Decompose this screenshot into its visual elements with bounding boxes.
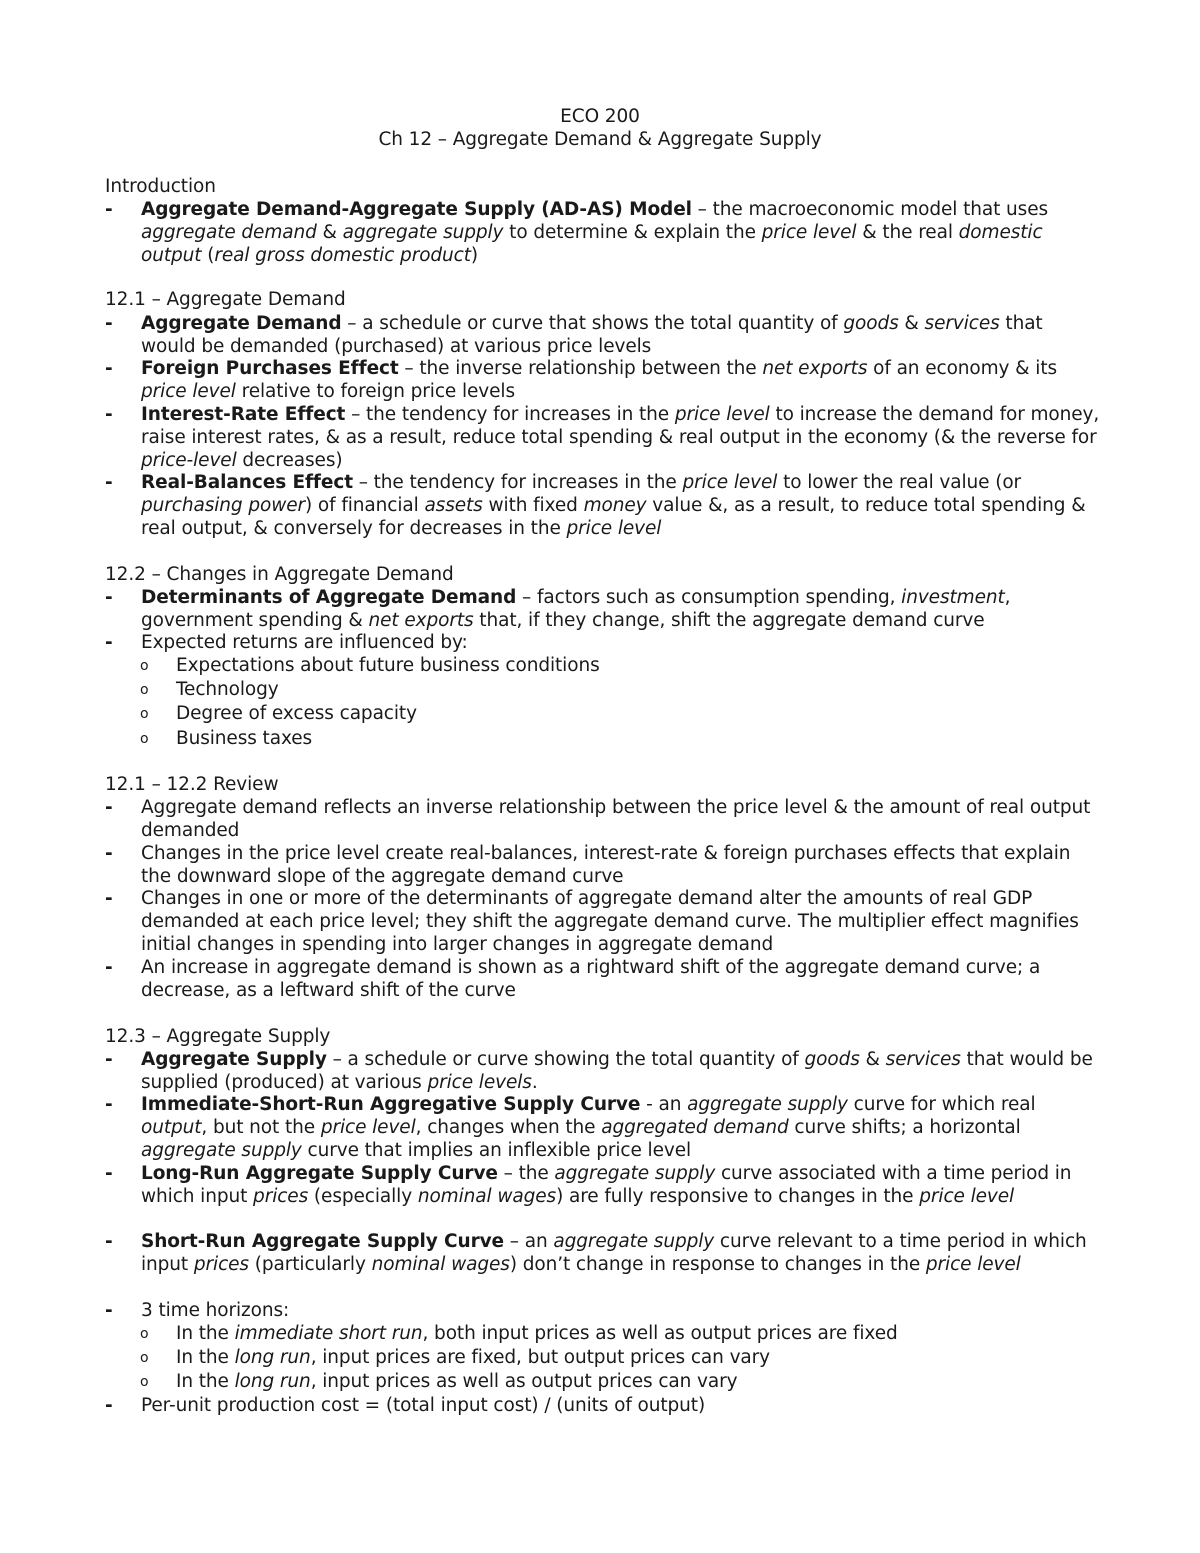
text-run: (	[201, 245, 215, 266]
term-bold: Aggregate Supply	[141, 1049, 327, 1070]
text-run: to determine & explain the	[503, 222, 762, 243]
section-heading: 12.2 – Changes in Aggregate Demand	[105, 564, 454, 585]
sub-list-item	[140, 702, 1100, 725]
term-italic: net exports	[762, 358, 868, 379]
sub-list-item	[140, 654, 1100, 677]
term-italic: price level	[566, 518, 662, 539]
dash-bullet: -	[105, 1094, 113, 1115]
text-run: , input prices as well as output prices can vary	[310, 1371, 738, 1392]
list-item	[105, 631, 1105, 654]
text-run: relative to foreign price levels	[235, 381, 515, 402]
list-item-text	[141, 1394, 1101, 1417]
list-item	[105, 1394, 1105, 1417]
circle-bullet: o	[140, 706, 149, 722]
sub-list-item-text	[176, 1322, 1100, 1345]
term-italic: goods	[843, 313, 899, 334]
circle-bullet: o	[140, 658, 149, 674]
text-run: &	[859, 1049, 886, 1070]
term-italic: price level	[674, 404, 770, 425]
dash-bullet: -	[105, 358, 113, 379]
term-italic: aggregate supply	[687, 1094, 848, 1115]
list-item-text	[141, 403, 1101, 472]
dash-bullet: -	[105, 1049, 113, 1070]
term-bold: Aggregate Demand-Aggregate Supply (AD-AS) Model	[141, 199, 692, 220]
term-italic: price level	[141, 381, 236, 402]
term-bold: Short-Run Aggregate Supply Curve	[141, 1231, 505, 1252]
list-item	[105, 1299, 1105, 1322]
term-italic: long run	[234, 1371, 311, 1392]
term-italic: aggregate supply	[342, 222, 504, 243]
section-heading: 12.1 – 12.2 Review	[105, 774, 279, 795]
term-italic: price level	[761, 222, 857, 243]
text-run: that, if they change, shift the aggregate demand curve	[473, 610, 985, 631]
list-item	[105, 357, 1105, 403]
sub-list-item	[140, 1322, 1100, 1345]
list-item	[105, 403, 1105, 472]
text-run: In the	[176, 1323, 235, 1344]
list-item	[105, 586, 1105, 632]
text-run: (particularly	[248, 1254, 372, 1275]
term-bold: Aggregate Demand	[141, 313, 342, 334]
text-run: & the real	[856, 222, 959, 243]
sub-list-item-text	[176, 1370, 1100, 1393]
list-item	[105, 471, 1105, 540]
term-italic: money	[583, 495, 647, 516]
text-run: with fixed	[482, 495, 584, 516]
doc-title: ECO 200	[560, 106, 640, 127]
list-item-text	[141, 586, 1101, 632]
text-run: to lower the real value (or	[777, 472, 1022, 493]
sub-list-item-text	[176, 1346, 1100, 1369]
text-run: &	[316, 222, 343, 243]
term-italic: goods	[804, 1049, 860, 1070]
text-run: – a schedule or curve that shows the total quantity of	[341, 313, 844, 334]
dash-bullet: -	[105, 587, 113, 608]
list-item-text	[141, 1048, 1101, 1094]
term-italic: long run	[234, 1347, 311, 1368]
text-run: of an economy & its	[867, 358, 1058, 379]
text-run: &	[898, 313, 925, 334]
term-italic: price level	[919, 1186, 1015, 1207]
sub-list-item	[140, 1346, 1100, 1369]
dash-bullet: -	[105, 199, 113, 220]
list-item-text	[141, 631, 1101, 654]
text-run: ) are fully responsive to changes in the	[556, 1186, 920, 1207]
sub-list-item-text: Expectations about future business conditions	[176, 655, 600, 676]
dash-bullet: -	[105, 1163, 113, 1184]
text-run: Changes in one or more of the determinants of aggregate demand alter the amounts of real GDP demanded at each price level; they shift the aggregate demand curve. The multiplier effect magnifies initial changes in spending into larger changes in aggregate demand	[141, 888, 1079, 955]
text-run: Expected returns are influenced by:	[141, 632, 468, 653]
text-run: – the macroeconomic model that uses	[691, 199, 1049, 220]
text-run: ) don’t change in response to changes in the	[509, 1254, 926, 1275]
list-item	[105, 1162, 1105, 1208]
text-run: – an	[504, 1231, 554, 1252]
text-run: curve associated with a time period in which input	[141, 1163, 1072, 1207]
text-run: curve for which real	[847, 1094, 1036, 1115]
list-item	[105, 842, 1105, 888]
text-run: An increase in aggregate demand is shown as a rightward shift of the aggregate demand curve; a decrease, as a leftward shift of the curve	[141, 957, 1041, 1001]
term-italic: prices	[253, 1186, 309, 1207]
circle-bullet: o	[140, 1374, 149, 1390]
dash-bullet: -	[105, 957, 113, 978]
dash-bullet: -	[105, 313, 113, 334]
dash-bullet: -	[105, 843, 113, 864]
section-heading: 12.1 – Aggregate Demand	[105, 289, 346, 310]
text-run: decreases)	[236, 450, 343, 471]
term-italic: nominal wages	[371, 1254, 510, 1275]
term-italic: investment	[901, 587, 1005, 608]
text-run: , changes when the	[415, 1117, 602, 1138]
circle-bullet: o	[140, 1350, 149, 1366]
text-run: Changes in the price level create real-balances, interest-rate & foreign purchases effects that explain the downward slope of the aggregate demand curve	[141, 843, 1071, 887]
term-bold: Determinants of Aggregate Demand	[141, 587, 517, 608]
sub-list-item	[140, 678, 1100, 701]
section-heading: Introduction	[105, 176, 216, 197]
sub-list-item	[140, 727, 1100, 750]
list-item	[105, 1048, 1105, 1094]
list-item-text	[141, 887, 1101, 956]
list-item-text	[141, 1299, 1101, 1322]
section-heading: 12.3 – Aggregate Supply	[105, 1026, 331, 1047]
text-run: , but not the	[201, 1117, 321, 1138]
term-italic: prices	[193, 1254, 249, 1275]
list-item-text	[141, 956, 1101, 1002]
term-italic: immediate short run	[234, 1323, 423, 1344]
term-italic: price level	[320, 1117, 416, 1138]
list-item	[105, 312, 1105, 358]
term-italic: aggregate supply	[554, 1163, 716, 1184]
sub-list-item-text: Degree of excess capacity	[176, 703, 417, 724]
sub-list-item-text: Business taxes	[176, 728, 313, 749]
term-italic: aggregated demand	[601, 1117, 789, 1138]
list-item-text	[141, 842, 1101, 888]
list-item	[105, 796, 1105, 842]
list-item-text	[141, 796, 1101, 842]
term-italic: aggregate demand	[141, 222, 317, 243]
text-run: 3 time horizons:	[141, 1300, 290, 1321]
text-run: , both input prices as well as output prices are fixed	[422, 1323, 898, 1344]
text-run: – the inverse relationship between the	[398, 358, 763, 379]
dash-bullet: -	[105, 632, 113, 653]
term-italic: price level	[682, 472, 778, 493]
list-item	[105, 887, 1105, 956]
term-bold: Long-Run Aggregate Supply Curve	[141, 1163, 498, 1184]
text-run: – the tendency for increases in the	[345, 404, 675, 425]
text-run: curve that implies an inflexible price level	[301, 1140, 692, 1161]
text-run: )	[470, 245, 479, 266]
term-italic: assets	[424, 495, 483, 516]
term-italic: price-level	[141, 450, 237, 471]
term-italic: purchasing power	[141, 495, 306, 516]
text-run: In the	[176, 1371, 235, 1392]
text-run: ) of financial	[305, 495, 425, 516]
circle-bullet: o	[140, 682, 149, 698]
dash-bullet: -	[105, 797, 113, 818]
doc-subtitle: Ch 12 – Aggregate Demand & Aggregate Supply	[378, 129, 822, 150]
term-italic: net exports	[368, 610, 474, 631]
term-italic: output	[141, 1117, 202, 1138]
term-italic: aggregate supply	[141, 1140, 302, 1161]
text-run: that would be demanded (purchased) at various price levels	[141, 313, 1043, 357]
term-italic: price level	[925, 1254, 1021, 1275]
term-bold: Real-Balances Effect	[141, 472, 353, 493]
list-item-text	[141, 1093, 1101, 1162]
text-run: (especially	[308, 1186, 418, 1207]
dash-bullet: -	[105, 888, 113, 909]
term-italic: price levels	[427, 1072, 532, 1093]
sub-list-item-text: Technology	[176, 679, 279, 700]
text-run: – the tendency for increases in the	[352, 472, 683, 493]
list-item	[105, 198, 1105, 267]
text-run: that would be supplied (produced) at various	[141, 1049, 1093, 1093]
dash-bullet: -	[105, 1300, 113, 1321]
text-run: .	[531, 1072, 538, 1093]
list-item-text	[141, 198, 1101, 267]
text-run: curve shifts; a horizontal	[788, 1117, 1021, 1138]
list-item-text	[141, 471, 1101, 540]
dash-bullet: -	[105, 1231, 113, 1252]
text-run: , input prices are fixed, but output prices can vary	[310, 1347, 771, 1368]
text-run: In the	[176, 1347, 235, 1368]
text-run: - an	[640, 1094, 688, 1115]
circle-bullet: o	[140, 731, 149, 747]
dash-bullet: -	[105, 1395, 113, 1416]
term-italic: nominal wages	[417, 1186, 557, 1207]
text-run: to increase the demand for money, raise interest rates, & as a result, reduce total spending & real output in the economy (& the reverse for	[141, 404, 1100, 448]
text-run: Per-unit production cost = (total input cost) / (units of output)	[141, 1395, 706, 1416]
term-italic: aggregate supply	[553, 1231, 715, 1252]
text-run: – factors such as consumption spending,	[516, 587, 902, 608]
list-item-text	[141, 357, 1101, 403]
list-item-text	[141, 1162, 1101, 1208]
term-bold: Foreign Purchases Effect	[141, 358, 399, 379]
text-run: – the	[497, 1163, 555, 1184]
list-item-text	[141, 1230, 1101, 1276]
text-run: Aggregate demand reflects an inverse relationship between the price level & the amount of real output demanded	[141, 797, 1091, 841]
term-bold: Immediate-Short-Run Aggregative Supply Curve	[141, 1094, 641, 1115]
list-item	[105, 1093, 1105, 1162]
list-item	[105, 956, 1105, 1002]
term-italic: domestic output	[141, 222, 1043, 266]
term-bold: Interest-Rate Effect	[141, 404, 346, 425]
text-run: value &, as a result, to reduce total spending & real output, & conversely for decreases in the	[141, 495, 1086, 539]
list-item-text	[141, 312, 1101, 358]
term-italic: services	[924, 313, 1000, 334]
list-item	[105, 1230, 1105, 1276]
text-run: , government spending &	[141, 587, 1011, 631]
term-italic: real gross domestic product	[214, 245, 471, 266]
dash-bullet: -	[105, 404, 113, 425]
text-run: curve relevant to a time period in which input	[141, 1231, 1087, 1275]
text-run: – a schedule or curve showing the total quantity of	[326, 1049, 805, 1070]
circle-bullet: o	[140, 1326, 149, 1342]
sub-list-item	[140, 1370, 1100, 1393]
term-italic: services	[885, 1049, 961, 1070]
dash-bullet: -	[105, 472, 113, 493]
